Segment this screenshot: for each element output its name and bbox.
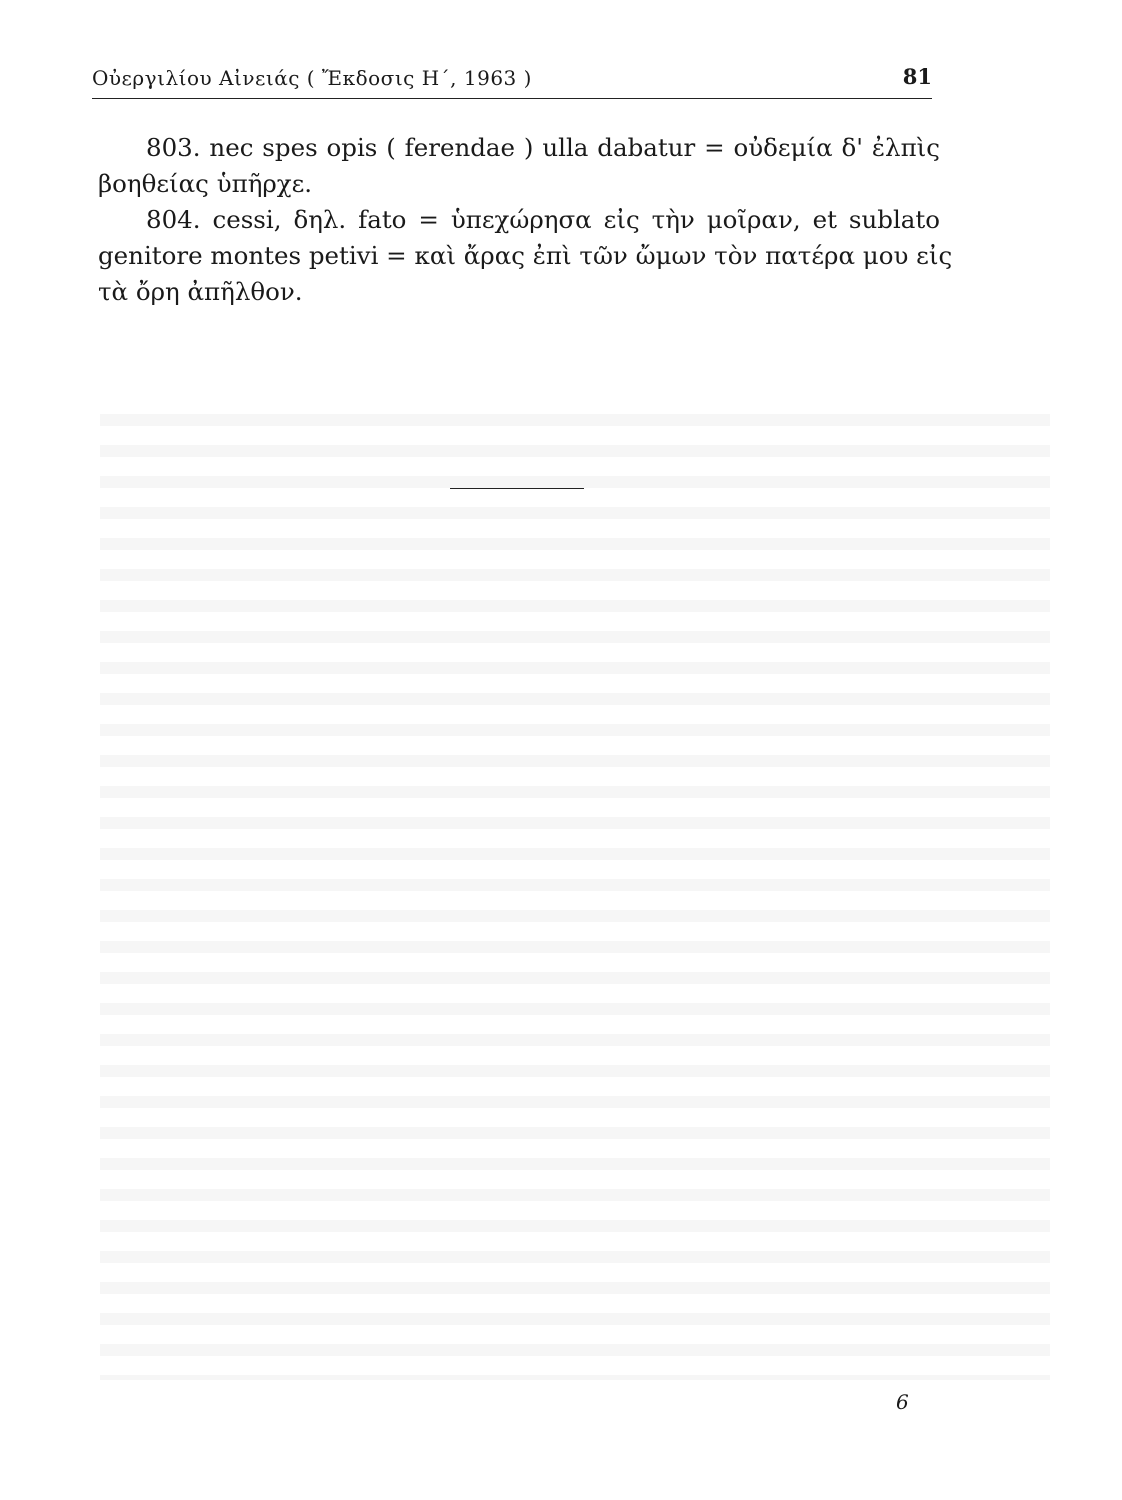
entry-803-line-2: βοηθείας ὑπῆρχε. [98, 169, 313, 198]
header-title: Οὐεργιλίου Αἰνειάς ( Ἔκδοσις Η΄, 1963 ) [92, 66, 532, 90]
running-header [92, 60, 932, 100]
section-end-rule [450, 488, 584, 489]
entry-804 [98, 202, 953, 310]
entry-803 [98, 130, 940, 202]
signature-mark: 6 [896, 1390, 909, 1414]
entry-804-line-1: 804. cessi, δηλ. fato = ὑπεχώρησα εἰς τὴν μοῖραν, et sublato [146, 205, 940, 234]
entry-804-line-3: τὰ ὄρη ἀπῆλθον. [98, 277, 303, 306]
entry-803-line-1: 803. nec spes opis ( ferendae ) ulla dabatur = οὐδεμία δ' ἐλπὶς [146, 133, 940, 162]
entry-804-line-2: genitore montes petivi = καὶ ἄρας ἐπὶ τῶν ὤμων τὸν πατέρα μου εἰς [98, 241, 953, 270]
commentary-body [98, 130, 953, 310]
bleed-through-texture [100, 400, 1050, 1380]
header-rule [92, 98, 932, 99]
page-number: 81 [902, 64, 932, 89]
